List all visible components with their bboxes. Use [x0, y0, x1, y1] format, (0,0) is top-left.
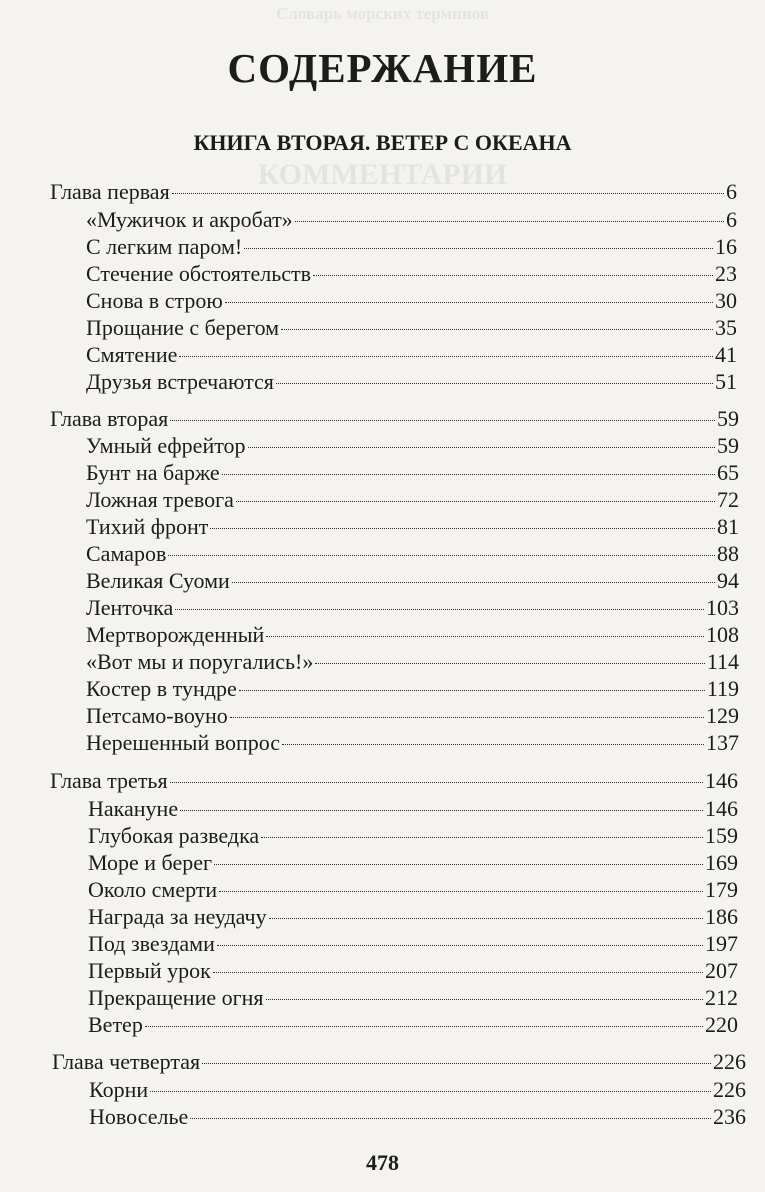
toc-section[interactable] — [86, 513, 739, 541]
toc-section[interactable] — [86, 459, 739, 487]
toc-section[interactable] — [86, 486, 739, 514]
bleed-through-heading: КОММЕНТАРИИ — [257, 158, 508, 191]
dot-leader — [261, 837, 703, 838]
dot-leader — [175, 609, 704, 610]
dot-leader — [170, 420, 715, 421]
section-title: Стечение обстоятельств — [86, 261, 311, 286]
toc-chapter-2[interactable] — [50, 405, 739, 433]
section-title: Умный ефрейтор — [86, 433, 246, 458]
section-title: Море и берег — [88, 850, 213, 875]
page-number: 236 — [713, 1104, 746, 1129]
page-number: 65 — [717, 460, 739, 485]
toc-section[interactable] — [86, 314, 737, 342]
toc-section[interactable] — [86, 675, 739, 703]
toc-section[interactable] — [86, 594, 739, 622]
dot-leader — [179, 356, 713, 357]
dot-leader — [281, 329, 713, 330]
page-number: 59 — [717, 406, 739, 431]
page-number: 59 — [717, 433, 739, 458]
toc-section[interactable] — [88, 822, 738, 850]
dot-leader — [282, 744, 704, 745]
dot-leader — [170, 782, 703, 783]
toc-section[interactable] — [86, 341, 737, 369]
section-title: Новоселье — [89, 1104, 189, 1129]
page-number: 226 — [713, 1049, 746, 1074]
section-title: «Мужичок и акробат» — [86, 207, 293, 232]
section-title: Снова в строю — [86, 288, 223, 313]
page-title: СОДЕРЖАНИЕ — [227, 45, 538, 91]
page-number: 197 — [705, 931, 738, 956]
toc-section[interactable] — [88, 849, 738, 877]
toc-section[interactable] — [86, 432, 739, 460]
dot-leader — [222, 474, 715, 475]
page-number: 137 — [706, 730, 739, 755]
toc-section[interactable] — [88, 930, 738, 958]
dot-leader — [217, 945, 703, 946]
section-title: «Вот мы и поругались!» — [86, 649, 314, 674]
dot-leader — [219, 891, 703, 892]
page-number: 103 — [706, 595, 739, 620]
toc-section[interactable] — [86, 702, 739, 730]
section-title: Около смерти — [88, 877, 218, 902]
page-number: 146 — [705, 768, 738, 793]
chapter-title: Глава четвертая — [52, 1049, 201, 1074]
dot-leader — [295, 221, 724, 222]
toc-section[interactable] — [86, 206, 737, 234]
page-number: 94 — [717, 568, 739, 593]
section-title: Награда за неудачу — [88, 904, 267, 929]
page-folio-number: 478 — [366, 1150, 399, 1175]
toc-chapter-1[interactable] — [50, 178, 737, 206]
dot-leader — [276, 383, 713, 384]
dot-leader — [190, 1118, 711, 1119]
toc-section[interactable] — [88, 1011, 738, 1039]
section-title: Ложная тревога — [86, 487, 234, 512]
page-number: 23 — [715, 261, 737, 286]
page-number: 6 — [726, 179, 737, 204]
section-title: Ветер — [88, 1012, 143, 1037]
section-title: Бунт на барже — [86, 460, 220, 485]
dot-leader — [172, 193, 724, 194]
toc-section[interactable] — [86, 287, 737, 315]
page-number: 30 — [715, 288, 737, 313]
dot-leader — [145, 1026, 703, 1027]
toc-section[interactable] — [89, 1076, 746, 1104]
section-title: Нерешенный вопрос — [86, 730, 281, 755]
section-title: Великая Суоми — [86, 568, 230, 593]
dot-leader — [266, 999, 703, 1000]
toc-section[interactable] — [86, 540, 739, 568]
page-number: 129 — [706, 703, 739, 728]
section-title: С легким паром! — [86, 234, 243, 259]
dot-leader — [213, 972, 703, 973]
chapter-title: Глава третья — [50, 768, 168, 793]
toc-chapter-3[interactable] — [50, 767, 738, 795]
page-number: 16 — [715, 234, 737, 259]
page-number: 6 — [726, 207, 737, 232]
page-number: 81 — [717, 514, 739, 539]
page-number: 169 — [705, 850, 738, 875]
section-title: Смятение — [86, 342, 178, 367]
page-number: 146 — [705, 796, 738, 821]
dot-leader — [248, 447, 715, 448]
toc-section[interactable] — [86, 233, 737, 261]
section-title: Ленточка — [86, 595, 174, 620]
toc-section[interactable] — [86, 260, 737, 288]
section-title: Прощание с берегом — [86, 315, 280, 340]
page-number: 51 — [715, 369, 737, 394]
toc-section[interactable] — [86, 729, 739, 757]
page-number: 226 — [713, 1077, 746, 1102]
toc-section[interactable] — [88, 957, 738, 985]
dot-leader — [232, 582, 715, 583]
section-title: Мертворожденный — [86, 622, 265, 647]
page-number: 108 — [706, 622, 739, 647]
dot-leader — [313, 275, 713, 276]
section-title: Тихий фронт — [86, 514, 209, 539]
toc-section[interactable] — [86, 621, 739, 649]
toc-section[interactable] — [86, 567, 739, 595]
page-number: 207 — [705, 958, 738, 983]
section-title: Петсамо-воуно — [86, 703, 228, 728]
page-number: 114 — [706, 649, 739, 674]
bleed-through-text: Словарь морских терминов — [276, 4, 489, 23]
toc-section[interactable] — [88, 795, 738, 823]
toc-section[interactable] — [88, 903, 738, 931]
chapter-title: Глава первая — [50, 179, 170, 204]
section-title: Глубокая разведка — [88, 823, 260, 848]
dot-leader — [266, 636, 704, 637]
dot-leader — [150, 1091, 711, 1092]
dot-leader — [239, 690, 705, 691]
page-number: 119 — [706, 676, 739, 701]
page-number: 88 — [717, 541, 739, 566]
page-number: 159 — [705, 823, 738, 848]
dot-leader — [236, 501, 715, 502]
toc-section[interactable] — [86, 368, 737, 396]
page-number: 220 — [705, 1012, 738, 1037]
dot-leader — [210, 528, 715, 529]
dot-leader — [269, 918, 703, 919]
section-title: Под звездами — [88, 931, 215, 956]
toc-chapter-4[interactable] — [52, 1048, 746, 1076]
toc-section[interactable] — [88, 876, 738, 904]
page-number: 41 — [715, 342, 737, 367]
section-title: Первый урок — [88, 958, 211, 983]
dot-leader — [168, 555, 715, 556]
page-number: 35 — [715, 315, 737, 340]
book-title: КНИГА ВТОРАЯ. ВЕТЕР С ОКЕАНА — [193, 130, 572, 155]
dot-leader — [315, 663, 704, 664]
toc-section[interactable] — [86, 648, 739, 676]
dot-leader — [214, 864, 703, 865]
section-title: Костер в тундре — [86, 676, 237, 701]
section-title: Друзья встречаются — [86, 369, 274, 394]
toc-section[interactable] — [89, 1103, 746, 1131]
section-title: Корни — [89, 1077, 149, 1102]
section-title: Прекращение огня — [88, 985, 264, 1010]
toc-section[interactable] — [88, 984, 738, 1012]
dot-leader — [230, 717, 704, 718]
page-number: 179 — [705, 877, 738, 902]
dot-leader — [202, 1063, 711, 1064]
dot-leader — [244, 248, 713, 249]
page-number: 212 — [705, 985, 738, 1010]
page-number: 72 — [717, 487, 739, 512]
section-title: Накануне — [88, 796, 179, 821]
dot-leader — [225, 302, 713, 303]
dot-leader — [180, 810, 703, 811]
section-title: Самаров — [86, 541, 167, 566]
chapter-title: Глава вторая — [50, 406, 169, 431]
page-number: 186 — [705, 904, 738, 929]
